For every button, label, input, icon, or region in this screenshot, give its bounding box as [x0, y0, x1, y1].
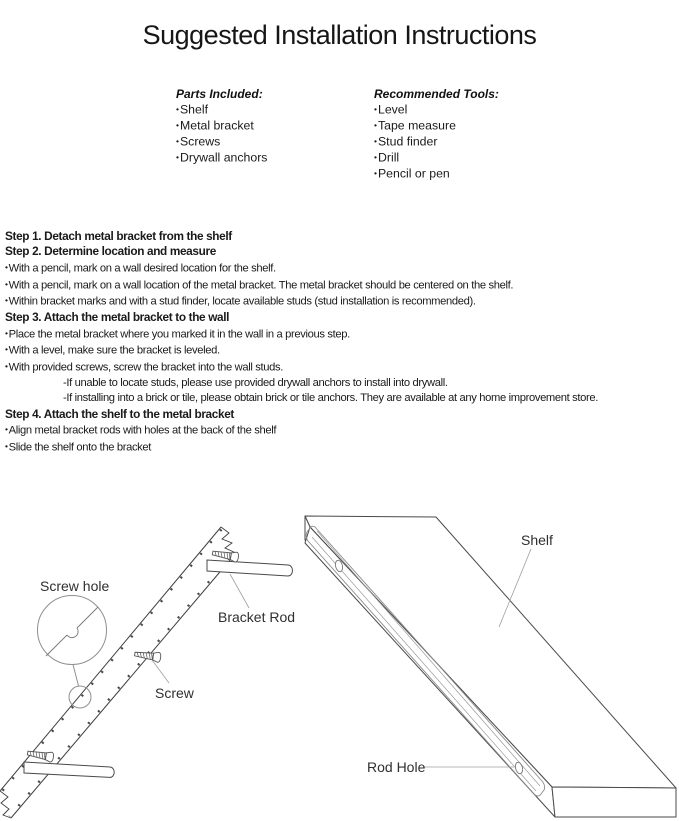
list-item-text: Drywall anchors [179, 150, 268, 165]
step-bullet-text: With a level, make sure the bracket is leveled. [8, 344, 220, 357]
magnified-edge-line [46, 607, 98, 656]
bullet: • [176, 120, 179, 131]
list-item-text: Metal bracket [179, 118, 254, 133]
step-bullet-text: Align metal bracket rods with holes at the back of the shelf [8, 424, 277, 437]
step-subnote: -If installing into a brick or tile, please obtain brick or tile anchors. They are available at any home improvement store. [63, 392, 599, 405]
parts-included-heading: Parts Included: [176, 87, 263, 101]
bullet: • [374, 120, 377, 131]
label-bracket-rod: Bracket Rod [218, 609, 296, 625]
bullet: • [5, 344, 8, 355]
step-heading: Step 3. Attach the metal bracket to the wall [5, 310, 230, 325]
bullet: • [5, 295, 8, 306]
bullet: • [5, 361, 8, 372]
list-item-text: Drill [377, 150, 400, 165]
step-heading: Step 2. Determine location and measure [5, 244, 216, 259]
list-item-text: Stud finder [377, 134, 438, 149]
page-title: Suggested Installation Instructions [142, 20, 537, 51]
list-item-text: Shelf [179, 102, 209, 117]
label-shelf: Shelf [521, 532, 553, 548]
shelf-top-face [305, 516, 676, 788]
list-item-text: Tape measure [377, 118, 456, 133]
bullet: • [5, 327, 8, 338]
label-screw-hole: Screw hole [40, 578, 110, 594]
step-bullet-text: With a pencil, mark on a wall location of the metal bracket. The metal bracket should be centered on the shelf. [8, 279, 514, 292]
bracket-rod-top [207, 560, 293, 576]
step-bullet-text: Within bracket marks and with a stud finder, locate available studs (stud installation is recommended). [8, 295, 476, 308]
step-bullet-text: With provided screws, screw the bracket into the wall studs. [8, 361, 283, 374]
bullet: • [176, 104, 179, 114]
step-heading: Step 1. Detach metal bracket from the shelf [5, 229, 232, 243]
magnifier-connector [73, 665, 79, 687]
shelf-right-end [552, 787, 676, 817]
screw-hole-marker-circle [69, 686, 91, 708]
bullet: • [374, 136, 377, 147]
label-screw: Screw [155, 685, 194, 701]
step-heading: Step 4. Attach the shelf to the metal bracket [5, 406, 234, 421]
bracket-top-break [221, 527, 236, 553]
list-item-text: Screws [179, 134, 221, 149]
list-item-text: Level [377, 102, 408, 117]
label-rod-hole: Rod Hole [367, 759, 426, 775]
bullet: • [5, 278, 8, 289]
magnified-screw-hole-notch [67, 628, 78, 638]
step-subnote: -If unable to locate studs, please use provided drywall anchors to install into drywall. [63, 377, 448, 390]
bracket-drawing [0, 527, 236, 818]
step-bullet-text: With a pencil, mark on a wall desired location for the shelf. [8, 262, 276, 275]
bullet: • [176, 136, 179, 147]
bracket-bottom-break [0, 791, 11, 818]
bracket-rod-leader [230, 574, 249, 608]
screw-bottom [27, 748, 54, 762]
screw-middle [134, 649, 161, 663]
bullet: • [374, 168, 377, 179]
list-item-text: Pencil or pen [377, 166, 450, 181]
recommended-tools-heading: Recommended Tools: [374, 87, 499, 101]
bullet: • [374, 152, 377, 163]
bullet: • [176, 152, 179, 163]
bracket-rod-bottom [24, 762, 114, 777]
bullet: • [5, 440, 8, 451]
bullet: • [5, 424, 8, 435]
bullet: • [374, 104, 377, 114]
shelf-drawing [305, 516, 676, 817]
screw-hole-detail [38, 596, 107, 709]
bullet: • [5, 261, 8, 272]
step-bullet-text: Slide the shelf onto the bracket [8, 441, 152, 454]
step-bullet-text: Place the metal bracket where you marked it in the wall in a previous step. [8, 328, 350, 341]
screw-leader [152, 660, 169, 683]
